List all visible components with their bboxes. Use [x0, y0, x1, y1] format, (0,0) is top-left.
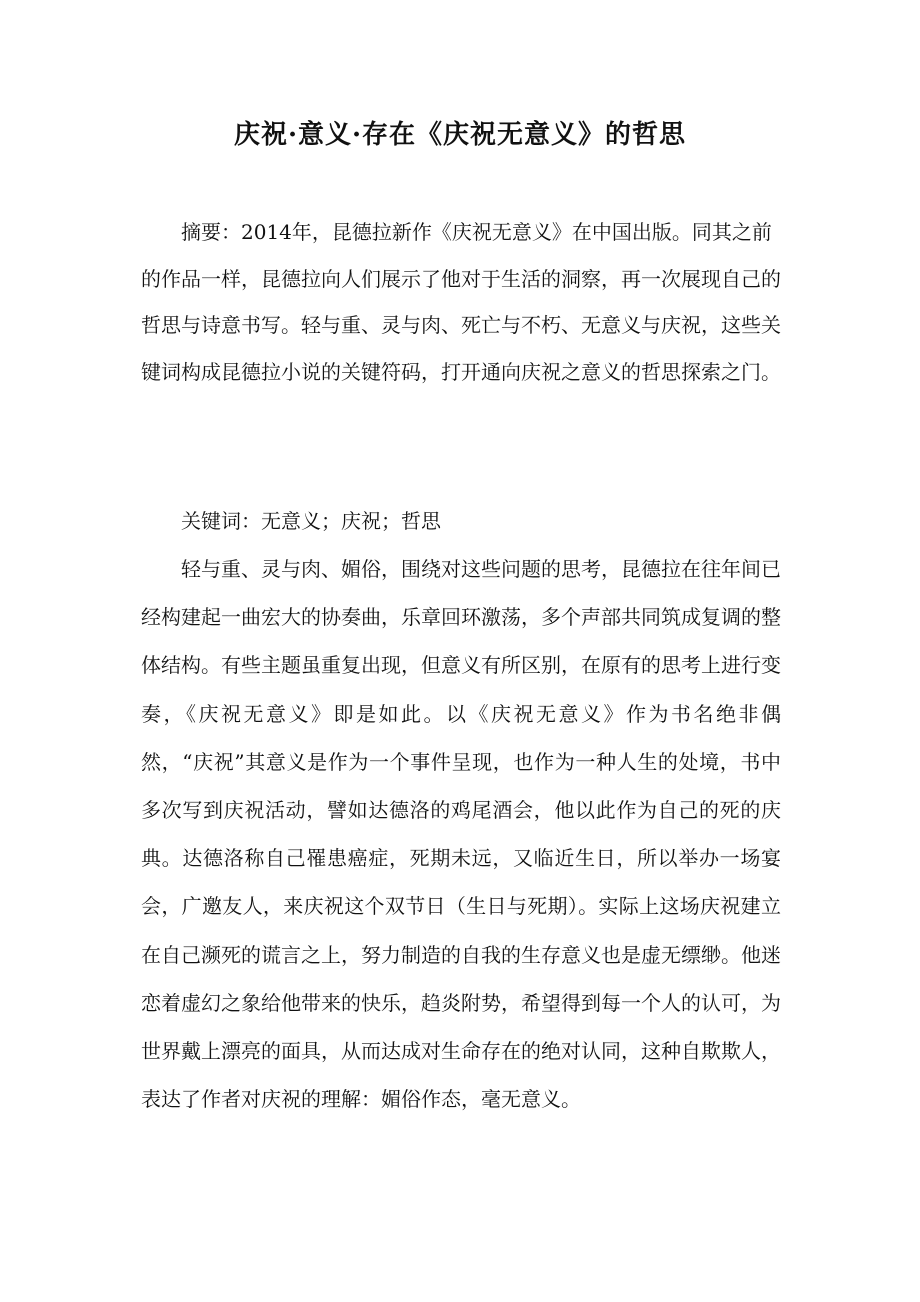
abstract-paragraph: 摘要：2014年，昆德拉新作《庆祝无意义》在中国出版。同其之前的作品一样，昆德拉向人们展示了他对于生活的洞察，再一次展现自己的哲思与诗意书写。轻与重、灵与肉、死亡与不朽、无意义与庆祝，这些关键词构成昆德拉小说的关键符码，打开通向庆祝之意义的哲思探索之门。 — [141, 220, 781, 384]
keywords-line: 关键词：无意义；庆祝；哲思 — [181, 509, 441, 533]
document-title: 庆祝·意义·存在《庆祝无意义》的哲思 — [233, 120, 687, 150]
body-paragraph: 轻与重、灵与肉、媚俗，围绕对这些问题的思考，昆德拉在往年间已经构建起一曲宏大的协奏曲，乐章回环激荡，多个声部共同筑成复调的整体结构。有些主题虽重复出现，但意义有所区别，在原有的思考上进行变奏，《庆祝无意义》即是如此。以《庆祝无意义》作为书名绝非偶然，“庆祝”其意义是作为一个事件呈现，也作为一种人生的处境，书中多次写到庆祝活动，譬如达德洛的鸡尾酒会，他以此作为自己的死的庆典。达德洛称自己罹患癌症，死期未远，又临近生日，所以举办一场宴会，广邀友人，来庆祝这个双节日（生日与死期）。实际上这场庆祝建立在自己濒死的谎言之上，努力制造的自我的生存意义也是虚无缥缈。他迷恋着虚幻之象给他带来的快乐，趋炎附势，希望得到每一个人的认可，为世界戴上漂亮的面具，从而达成对生命存在的绝对认同，这种自欺欺人，表达了作者对庆祝的理解：媚俗作态，毫无意义。 — [141, 557, 781, 1112]
